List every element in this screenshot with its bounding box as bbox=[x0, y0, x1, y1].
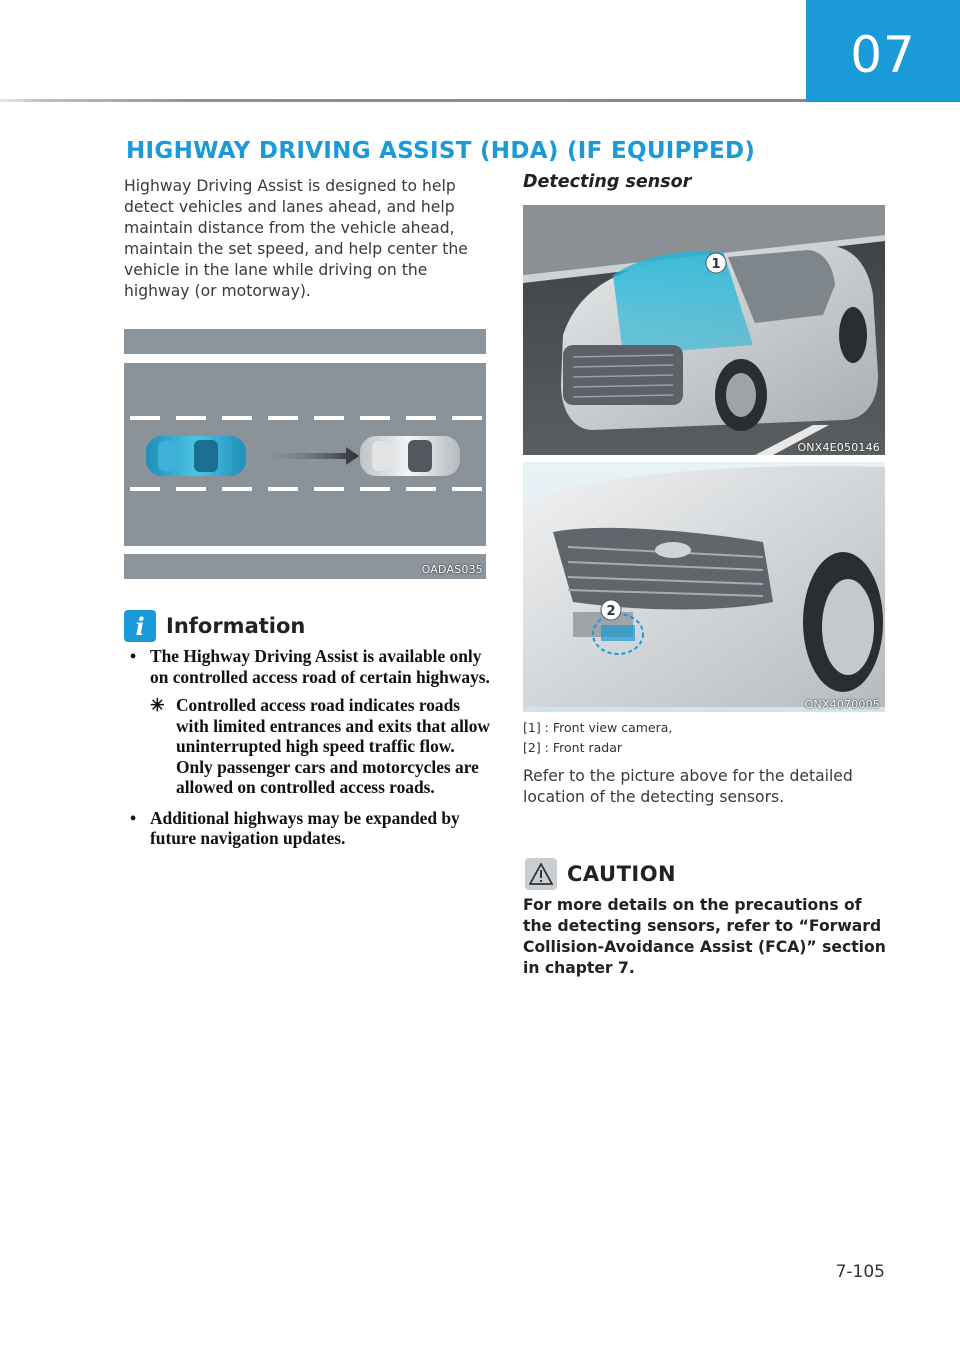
header-rule bbox=[0, 99, 806, 102]
chapter-tab bbox=[806, 0, 960, 102]
page-number: 7-105 bbox=[835, 1262, 885, 1282]
list-item bbox=[126, 646, 490, 798]
callout-2: 2 bbox=[606, 604, 616, 619]
bullet-icon: • bbox=[130, 807, 137, 828]
intro-paragraph: Highway Driving Assist is designed to help detect vehicles and lanes ahead, and help maintain distance from the vehicle ahead, maintain the set speed, and help center the vehicle in the lane while driving on the highway (or motorway). bbox=[124, 177, 468, 300]
caution-text: For more details on the precautions of the detecting sensors, refer to “Forward Collision-Avoidance Assist (FCA)” section in chapter 7. bbox=[523, 896, 886, 977]
figure-captions bbox=[523, 718, 672, 758]
following-arrow bbox=[254, 447, 359, 465]
figure-code: OADAS035 bbox=[421, 563, 483, 576]
information-header bbox=[124, 610, 305, 642]
caution-title: CAUTION bbox=[567, 862, 677, 886]
note-asterisk-icon: ✳ bbox=[150, 695, 165, 715]
right-column bbox=[523, 172, 887, 192]
caption-line: [1] : Front view camera, bbox=[523, 720, 673, 735]
warning-triangle-icon bbox=[525, 858, 557, 890]
lane-dashes-bottom bbox=[130, 487, 482, 491]
figure-camera-photo bbox=[523, 205, 885, 455]
note-text: Controlled access road indicates roads with limited entrances and exits that allow uninterrupted high speed traffic flow. Only passenger cars and motorcycles are allowed on controlled access roads. bbox=[176, 695, 490, 797]
list-item-text: The Highway Driving Assist is available only on controlled access road of certain highways. bbox=[150, 646, 490, 687]
callout-1: 1 bbox=[711, 257, 721, 272]
own-vehicle-icon bbox=[146, 436, 246, 476]
radar-photo-drawing bbox=[523, 462, 885, 712]
bullet-icon: • bbox=[130, 646, 137, 666]
section-title: HIGHWAY DRIVING ASSIST (HDA) (IF EQUIPPED) bbox=[126, 138, 756, 164]
figure-road-illustration bbox=[124, 329, 486, 579]
caption-line: [2] : Front radar bbox=[523, 740, 622, 755]
figure-code: ONX4070005 bbox=[804, 698, 880, 711]
caution-header bbox=[525, 858, 676, 890]
info-icon: i bbox=[124, 610, 156, 642]
refer-paragraph: Refer to the picture above for the detailed location of the detecting sensors. bbox=[523, 767, 853, 806]
chapter-number: 07 bbox=[850, 26, 916, 84]
road-drawing bbox=[124, 329, 486, 579]
left-column bbox=[124, 176, 488, 302]
information-title: Information bbox=[166, 614, 306, 638]
lead-vehicle-icon bbox=[360, 436, 460, 476]
note bbox=[150, 695, 490, 798]
detecting-sensor-heading: Detecting sensor bbox=[523, 172, 692, 192]
lane-dashes-top bbox=[130, 416, 482, 420]
figure-radar-photo bbox=[523, 462, 885, 712]
information-list bbox=[126, 646, 490, 859]
camera-photo-drawing bbox=[523, 205, 885, 455]
list-item-text: Additional highways may be expanded by future navigation updates. bbox=[150, 807, 460, 848]
list-item bbox=[126, 808, 490, 849]
figure-code: ONX4E050146 bbox=[797, 441, 880, 454]
